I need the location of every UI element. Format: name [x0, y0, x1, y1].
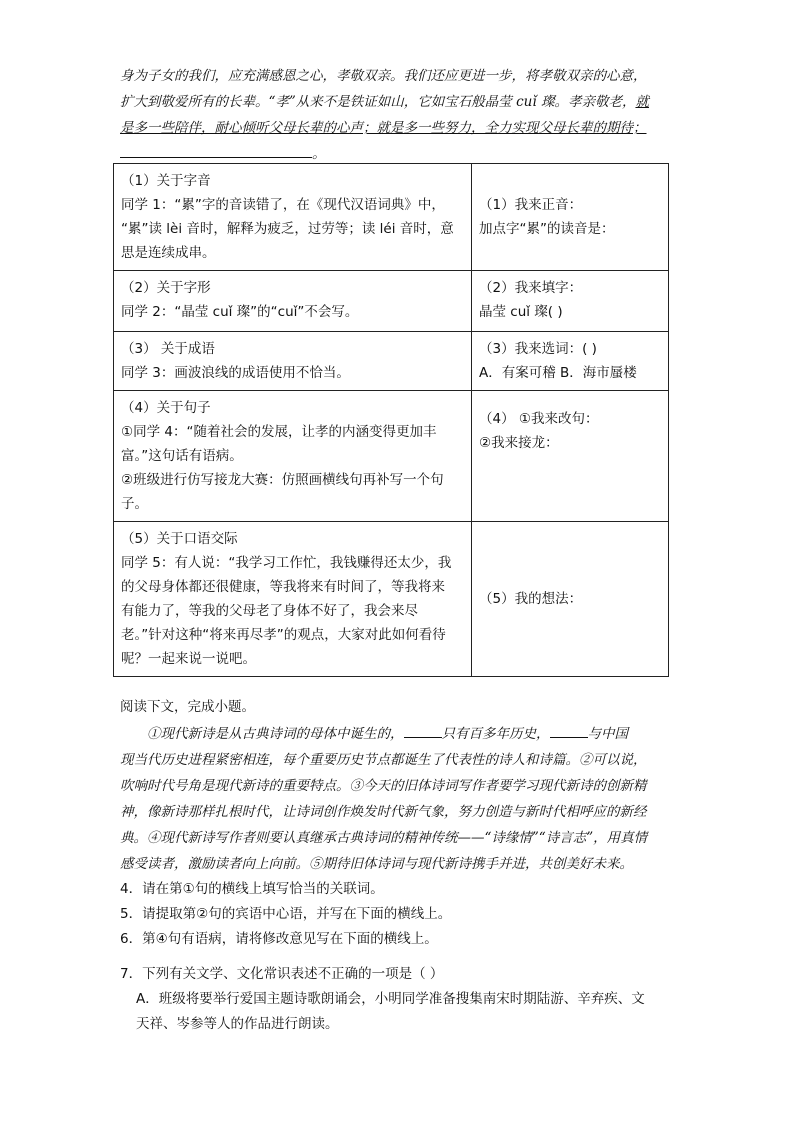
row-text: ①同学 4：“随着社会的发展，让孝的内涵变得更加丰	[121, 424, 437, 440]
intro-paragraph	[120, 63, 680, 167]
row-2-left	[114, 271, 472, 332]
row-title: （3） 关于成语	[121, 341, 215, 357]
row-1-left	[114, 164, 472, 271]
option-a-line-2: 天祥、岑参等人的作品进行朗读。	[136, 1016, 339, 1032]
row-text: 同学 1：“累”字的音读错了，在《现代汉语词典》中，	[121, 197, 445, 213]
row-title: （4）关于句子	[121, 400, 211, 416]
question-7-stem: 7．下列有关文学、文化常识表述不正确的一项是（ ）	[120, 966, 444, 982]
question-4: 4．请在第①句的横线上填写恰当的关联词。	[120, 881, 384, 897]
passage-line: ①现代新诗是从古典诗词的母体中诞生的， 只有百多年历史， 与中国	[147, 726, 628, 742]
row-text: 老。”针对这种“将来再尽孝”的观点，大家对此如何看待	[121, 627, 446, 643]
row-title: （2）关于字形	[121, 280, 211, 296]
row-title: （5）关于口语交际	[121, 531, 238, 547]
answer-prompt: （5）我的想法：	[479, 591, 583, 607]
row-4-left	[114, 391, 472, 522]
row-3-left	[114, 332, 472, 391]
answer-prompt: （4） ①我来改句：	[479, 411, 599, 427]
passage-line: 吹响时代号角是现代新诗的重要特点。③今天的旧体诗词写作者要学习现代新诗的创新精	[120, 778, 647, 794]
question-5: 5．请提取第②句的宾语中心语，并写在下面的横线上。	[120, 906, 452, 922]
row-text: 思是连续成串。	[121, 245, 216, 261]
intro-line-4: 。	[120, 141, 680, 167]
wavy-underlined-text: 就	[635, 94, 649, 110]
conjunction-blank-1[interactable]	[404, 725, 442, 738]
row-text: “累”读 lèi 音时，解释为疲乏，过劳等；读 léi 音时，意	[121, 221, 454, 237]
row-text: ②班级进行仿写接龙大赛：仿照画横线句再补写一个句	[121, 472, 444, 488]
row-text: 同学 2：“晶莹 cuǐ 璨”的“cuǐ”不会写。	[121, 304, 359, 320]
row-text: 同学 5：有人说：“我学习工作忙，我钱赚得还太少，我	[121, 555, 452, 571]
row-text: 子。	[121, 496, 148, 512]
answer-prompt: A．有案可稽 B．海市蜃楼	[479, 365, 637, 381]
table-row	[114, 164, 669, 271]
question-7	[120, 962, 680, 1037]
row-title: （1）关于字音	[121, 173, 211, 189]
row-5-left	[114, 522, 472, 677]
passage-line: 典。④现代新诗写作者则要认真继承古典诗词的精神传统——“诗缘情”“诗言志”，用真情	[120, 830, 648, 846]
row-text: 的父母身体都还很健康，等我将来有时间了，等我将来	[121, 579, 445, 595]
answer-prompt: （3）我来选词：( )	[479, 341, 597, 357]
table-row	[114, 522, 669, 677]
row-1-right[interactable]	[472, 164, 669, 271]
passage-line: 感受读者，激励读者向上向前。⑤期待旧体诗词与现代新诗携手并进，共创美好未来。	[120, 856, 633, 872]
answer-prompt: （1）我来正音：	[479, 197, 583, 213]
question-6: 6．第④句有语病，请将修改意见写在下面的横线上。	[120, 931, 438, 947]
reading-heading: 阅读下文，完成小题。	[120, 699, 255, 715]
answer-blank[interactable]	[120, 143, 312, 158]
row-3-right[interactable]	[472, 332, 669, 391]
row-2-right[interactable]	[472, 271, 669, 332]
intro-line-1: 身为子女的我们，应充满感恩之心，孝敬双亲。我们还应更进一步，将孝敬双亲的心意，	[120, 68, 647, 84]
answer-prompt: 晶莹 cuǐ 璨( )	[479, 304, 563, 320]
task-table	[113, 163, 669, 677]
row-text: 富。”这句话有语病。	[121, 448, 243, 464]
row-5-right[interactable]	[472, 522, 669, 677]
answer-prompt: ②我来接龙：	[479, 435, 559, 451]
passage-line: 现当代历史进程紧密相连，每个重要历史节点都诞生了代表性的诗人和诗篇。②可以说，	[120, 752, 647, 768]
conjunction-blank-2[interactable]	[550, 725, 588, 738]
reading-section	[120, 695, 680, 952]
row-text: 同学 3：画波浪线的成语使用不恰当。	[121, 365, 350, 381]
answer-prompt: （2）我来填字：	[479, 280, 583, 296]
passage-line: 神，像新诗那样扎根时代，让诗词创作焕发时代新气象，努力创造与新时代相呼应的新经	[120, 804, 647, 820]
row-text: 有能力了，等我的父母老了身体不好了，我会来尽	[121, 603, 418, 619]
table-row	[114, 332, 669, 391]
intro-line-2: 扩大到敬爱所有的长辈。“孝”从来不是铁证如山，它如宝石般晶莹 cuǐ 璨。孝亲敬老，就	[120, 94, 649, 110]
table-row	[114, 391, 669, 522]
option-a-line-1[interactable]: A．班级将要举行爱国主题诗歌朗诵会，小明同学准备搜集南宋时期陆游、辛弃疾、文	[136, 991, 645, 1007]
table-row	[114, 271, 669, 332]
intro-line-3-underlined: 是多一些陪伴，耐心倾听父母长辈的心声；就是多一些努力，全力实现父母长辈的期待；	[120, 120, 647, 136]
row-4-right[interactable]	[472, 391, 669, 522]
row-text: 呢？一起来说一说吧。	[121, 651, 256, 667]
answer-prompt: 加点字“累”的读音是：	[479, 221, 615, 237]
reading-passage	[120, 721, 680, 877]
